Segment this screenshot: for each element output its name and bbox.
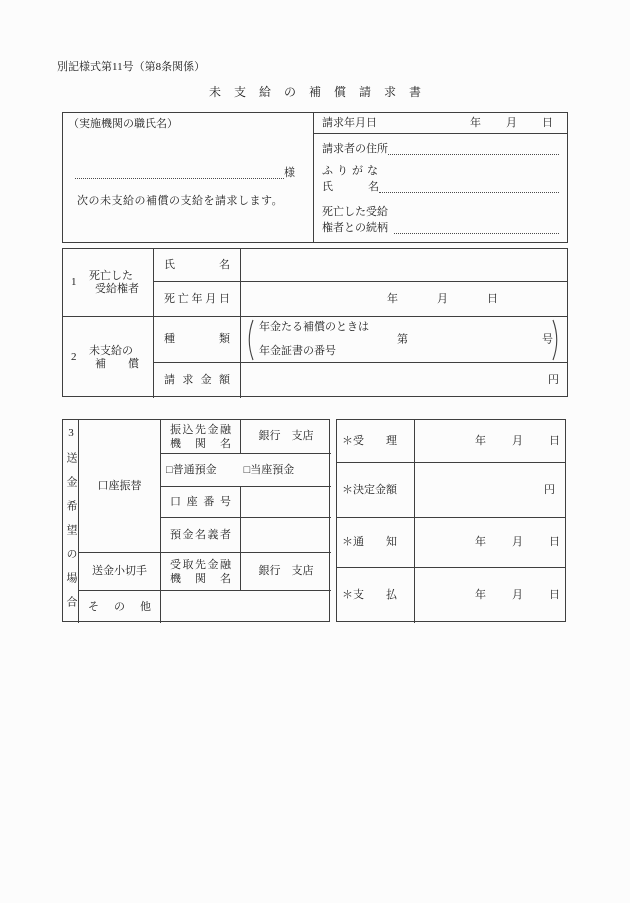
month-label: 月 (512, 434, 523, 447)
recipient-box (63, 113, 314, 242)
main-table (62, 248, 568, 397)
transfer-bank-label-line2: 機関名 (170, 437, 231, 450)
agency-name-label: （実施機関の職氏名） (68, 118, 178, 130)
death-date-label-cell (154, 282, 241, 317)
account-holder-label: 預金名義者 (170, 528, 231, 541)
bank-branch-placeholder: 銀行 支店 (258, 430, 314, 442)
declaration-text: 次の未支給の補償の支給を請求します。 (77, 195, 284, 207)
addressee-line (75, 167, 295, 180)
paren-close-icon (551, 319, 562, 361)
year-label: 年 (387, 292, 398, 305)
claim-amount-label: 請求金額 (164, 374, 230, 386)
remittance-table (62, 419, 330, 622)
transfer-bank-label-line1: 振込先金融 (170, 423, 231, 436)
office-notice-date-field[interactable] (415, 518, 565, 568)
claimant-address-field[interactable] (388, 147, 559, 155)
amount-label-cell (154, 363, 241, 398)
deceased-group-label (63, 249, 154, 317)
section-number-3: 3 (65, 427, 77, 452)
unpaid-label-line1: 未支給の (89, 344, 133, 357)
receiving-bank-label (161, 553, 241, 591)
office-notice-label: ＊通 知 (337, 518, 415, 568)
claimant-name-label: 氏名 (322, 181, 379, 193)
office-decided-amount-label: ＊決定金額 (337, 463, 415, 518)
yen-label: 円 (544, 483, 555, 496)
transfer-bank-label (161, 420, 241, 454)
day-label: 日 (542, 116, 553, 129)
deposit-type-row (161, 454, 331, 487)
account-holder-label-cell (161, 518, 241, 553)
year-label: 年 (470, 116, 481, 129)
claim-date-field[interactable] (470, 117, 559, 130)
deceased-label-line2: 受給権者 (95, 282, 139, 295)
yen-label: 円 (548, 374, 559, 386)
receiving-bank-label-line2: 機関名 (170, 572, 231, 585)
relation-row (322, 222, 559, 235)
claim-date-label: 請求年月日 (322, 116, 377, 129)
unpaid-label-line2: 補償 (95, 357, 139, 370)
pension-cert-number-field[interactable] (397, 333, 553, 346)
death-date-field[interactable] (241, 282, 567, 317)
deposit-type-ordinary-checkbox[interactable]: □普通預金 (166, 463, 217, 476)
claimant-name-row (322, 181, 559, 194)
claimant-name-field[interactable] (379, 185, 559, 193)
receiving-bank-field[interactable] (241, 553, 331, 591)
month-label: 月 (512, 589, 523, 601)
office-use-table (336, 419, 566, 622)
deposit-type-current-checkbox[interactable]: □当座預金 (243, 463, 295, 476)
section-number-2: 2 (71, 351, 77, 363)
account-number-label-cell (161, 487, 241, 518)
unpaid-group-label (63, 317, 154, 398)
remittance-check-label: 送金小切手 (79, 553, 161, 591)
claimant-fields (314, 134, 567, 242)
section-number-1: 1 (71, 276, 77, 288)
cert-no-suffix: 号 (542, 333, 553, 345)
other-method-label: その他 (88, 600, 151, 613)
claimant-box (314, 113, 567, 242)
claimant-address-label: 請求者の住所 (322, 143, 388, 155)
office-receipt-label: ＊受 理 (337, 420, 415, 463)
account-number-label: 口座番号 (170, 495, 231, 508)
month-label: 月 (506, 116, 517, 129)
relation-label-line2: 権者との続柄 (322, 222, 388, 234)
bank-branch-placeholder: 銀行 支店 (258, 565, 314, 577)
other-method-field[interactable] (161, 591, 331, 623)
addressee-suffix-label: 様 (284, 167, 295, 179)
year-label: 年 (475, 589, 486, 601)
year-label: 年 (475, 536, 486, 548)
office-payment-label: ＊支 払 (337, 568, 415, 623)
relation-label-line1: 死亡した受給 (322, 206, 388, 218)
deceased-name-label: 氏名 (164, 258, 230, 271)
cert-no-prefix: 第 (397, 333, 408, 345)
remittance-section-label (63, 420, 79, 623)
deceased-name-field[interactable] (241, 249, 567, 282)
account-number-field[interactable] (241, 487, 331, 518)
account-transfer-label: 口座振替 (79, 420, 161, 553)
paren-open-icon (244, 319, 255, 361)
office-payment-date-field[interactable] (415, 568, 565, 623)
remittance-label: 送金希望の場合 (65, 452, 77, 620)
year-label: 年 (475, 434, 486, 447)
month-label: 月 (437, 292, 448, 305)
deceased-name-label-cell (154, 249, 241, 282)
claimant-address-row (322, 143, 559, 156)
type-label: 種類 (164, 333, 230, 345)
account-holder-field[interactable] (241, 518, 331, 553)
form-number: 別記様式第11号（第8条関係） (57, 61, 206, 73)
office-receipt-date-field[interactable] (415, 420, 565, 463)
deceased-label-line1: 死亡した (89, 269, 133, 282)
pension-note-line2: 年金証書の番号 (259, 345, 336, 357)
death-date-label: 死亡年月日 (164, 292, 230, 305)
transfer-bank-field[interactable] (241, 420, 331, 454)
claim-date-row (314, 113, 567, 134)
furigana-label: ふりがな (322, 165, 382, 177)
day-label: 日 (487, 292, 498, 305)
other-method-label-cell (79, 591, 161, 623)
compensation-type-field[interactable] (241, 317, 567, 363)
page-title: 未支給の補償請求書 (208, 85, 434, 99)
header-table (62, 112, 568, 243)
addressee-fill-line[interactable] (75, 171, 284, 179)
pension-note-line1: 年金たる補償のときは (259, 321, 369, 333)
day-label: 日 (549, 434, 560, 447)
month-label: 月 (512, 536, 523, 548)
receiving-bank-label-line1: 受取先金融 (170, 558, 231, 571)
office-decided-amount-field[interactable] (415, 463, 565, 518)
claim-amount-field[interactable] (241, 363, 567, 398)
day-label: 日 (549, 536, 560, 548)
type-label-cell (154, 317, 241, 363)
day-label: 日 (549, 589, 560, 601)
relation-field[interactable] (394, 226, 559, 234)
